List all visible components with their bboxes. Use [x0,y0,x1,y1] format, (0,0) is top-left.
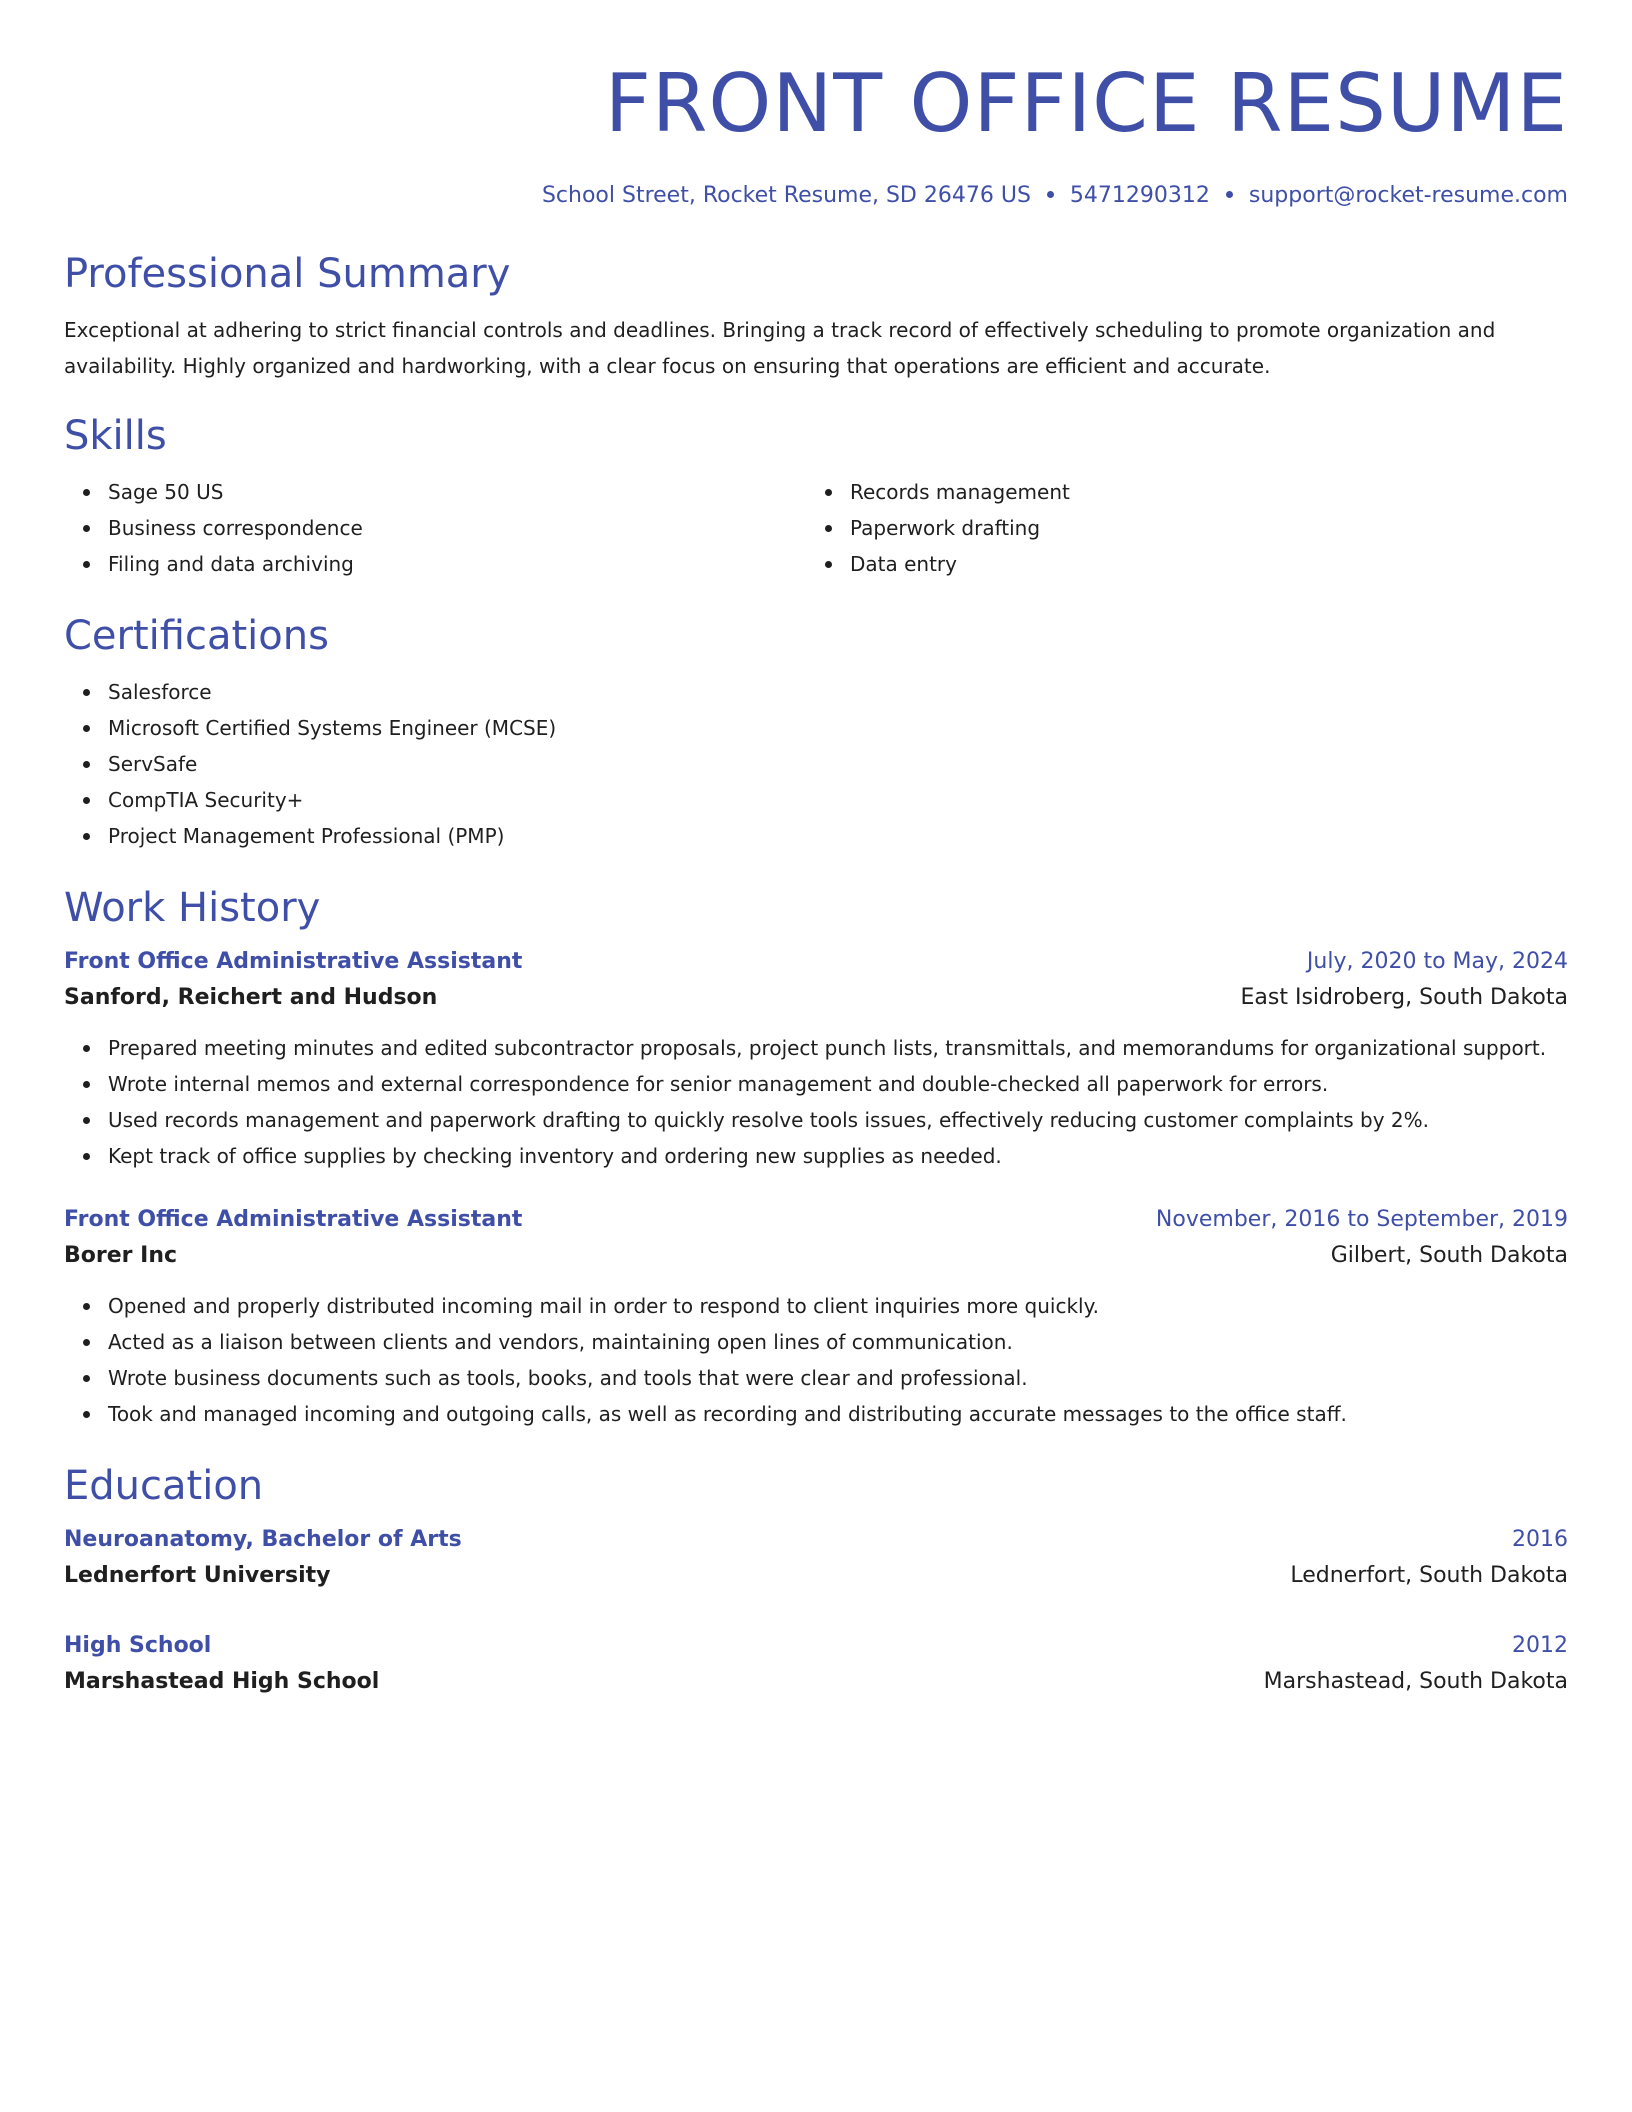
certification-item: Project Management Professional (PMP) [108,818,1568,854]
job-entry [64,946,1568,1174]
certification-item: Microsoft Certified Systems Engineer (MCSE) [108,710,1568,746]
education-school-row [64,1558,1568,1594]
job-bullets [64,1030,1568,1174]
education-location: Lednerfort, South Dakota [1290,1563,1568,1588]
skills-grid [64,474,1568,582]
education-school: Marshastead High School [64,1669,380,1694]
summary-text: Exceptional at adhering to strict financial controls and deadlines. Bringing a track record of effectively scheduling to promote organization and availability. Highly organized and hardworking, with a clear focus on ensuring that operations are efficient and accurate. [64,318,1496,378]
education-degree: Neuroanatomy, Bachelor of Arts [64,1527,462,1552]
section-title-summary: Professional Summary [64,251,511,297]
education-degree: High School [64,1633,212,1658]
certification-item: Salesforce [108,674,1568,710]
job-header-row [64,946,1568,978]
skills-list-left [64,474,806,582]
certifications-section [64,612,1568,854]
education-header-row [64,1524,1568,1556]
section-title-work-history: Work History [64,885,321,931]
skills-list-right [806,474,1548,582]
contact-address: School Street, Rocket Resume, SD 26476 US [541,183,1031,208]
certification-item: CompTIA Security+ [108,782,1568,818]
job-bullet-item: Kept track of office supplies by checking inventory and ordering new supplies as needed. [108,1138,1568,1174]
education-entry [64,1630,1568,1700]
resume-page [64,0,1568,1700]
job-bullet-item: Wrote internal memos and external correspondence for senior management and double-checked all paperwork for errors. [108,1066,1568,1102]
job-company-row [64,1238,1568,1274]
job-company: Borer Inc [64,1243,178,1268]
bullet-separator-icon [1226,191,1233,198]
skill-item: Business correspondence [108,510,806,546]
section-title-education: Education [64,1463,264,1509]
job-bullet-item: Took and managed incoming and outgoing calls, as well as recording and distributing accurate messages to the office staff. [108,1396,1568,1432]
job-bullet-item: Opened and properly distributed incoming mail in order to respond to client inquiries more quickly. [108,1288,1568,1324]
section-title-certifications: Certifications [64,613,329,659]
education-header-row [64,1630,1568,1662]
skills-column-left [64,474,806,582]
job-company-row [64,980,1568,1016]
job-company: Sanford, Reichert and Hudson [64,985,438,1010]
job-dates: July, 2020 to May, 2024 [1306,949,1568,974]
skills-column-right [806,474,1548,582]
job-bullet-item: Acted as a liaison between clients and vendors, maintaining open lines of communication. [108,1324,1568,1360]
contact-line [64,180,1568,212]
education-year: 2016 [1512,1527,1568,1552]
education-school-row [64,1664,1568,1700]
contact-email[interactable]: support@rocket-resume.com [1248,183,1568,208]
contact-phone: 5471290312 [1069,183,1210,208]
job-role: Front Office Administrative Assistant [64,949,523,974]
certifications-list [64,674,1568,854]
education-school: Lednerfort University [64,1563,331,1588]
job-entry [64,1204,1568,1432]
job-bullet-item: Prepared meeting minutes and edited subcontractor proposals, project punch lists, transmittals, and memorandums for organizational support. [108,1030,1568,1066]
summary-section [64,250,1568,384]
bullet-separator-icon [1047,191,1054,198]
education-location: Marshastead, South Dakota [1263,1669,1568,1694]
skill-item: Paperwork drafting [850,510,1548,546]
job-bullets [64,1288,1568,1432]
section-title-skills: Skills [64,413,167,459]
job-bullet-item: Wrote business documents such as tools, books, and tools that were clear and professional. [108,1360,1568,1396]
job-header-row [64,1204,1568,1236]
job-location: Gilbert, South Dakota [1330,1243,1568,1268]
skills-section [64,412,1568,582]
education-entry [64,1524,1568,1594]
skill-item: Filing and data archiving [108,546,806,582]
certification-item: ServSafe [108,746,1568,782]
job-location: East Isidroberg, South Dakota [1240,985,1568,1010]
skill-item: Data entry [850,546,1548,582]
job-role: Front Office Administrative Assistant [64,1207,523,1232]
skill-item: Records management [850,474,1548,510]
job-dates: November, 2016 to September, 2019 [1155,1207,1568,1232]
resume-title: FRONT OFFICE RESUME [604,57,1568,150]
skill-item: Sage 50 US [108,474,806,510]
work-history-section [64,884,1568,1432]
education-section [64,1462,1568,1700]
education-year: 2012 [1512,1633,1568,1658]
job-bullet-item: Used records management and paperwork drafting to quickly resolve tools issues, effectively reducing customer complaints by 2%. [108,1102,1568,1138]
